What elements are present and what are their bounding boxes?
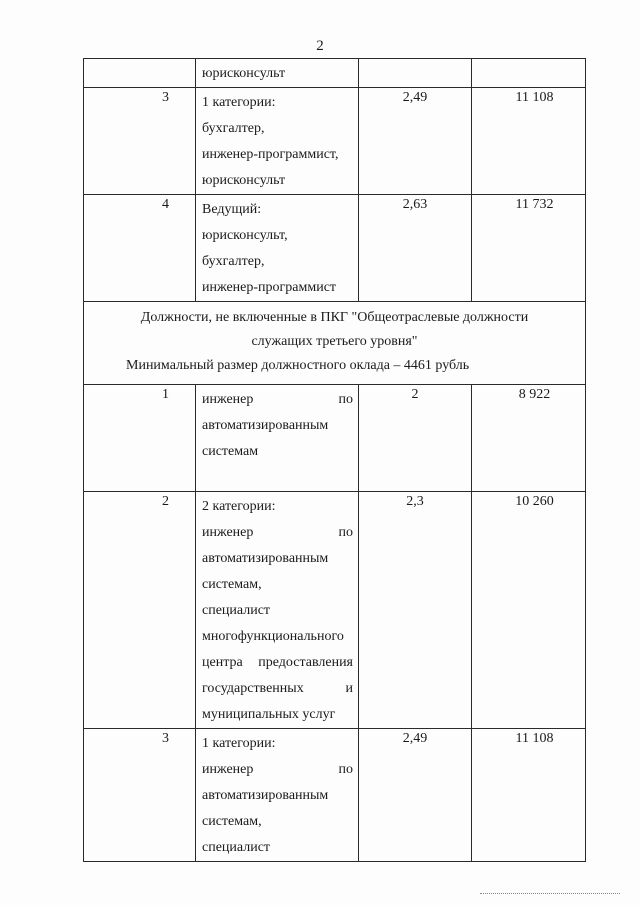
row-number-cell: 3 bbox=[84, 88, 196, 195]
position-line: бухгалтер, bbox=[202, 254, 265, 269]
position-name-cell bbox=[196, 59, 359, 88]
row-number-cell: 4 bbox=[84, 195, 196, 302]
salary-cell: 11 108 bbox=[472, 729, 586, 862]
position-line: муниципальных услуг bbox=[202, 707, 336, 722]
position-word: инженер bbox=[202, 762, 254, 777]
positions-table bbox=[83, 58, 586, 862]
table-row bbox=[84, 385, 586, 492]
position-line: автоматизированным bbox=[202, 788, 329, 803]
salary-cell: 10 260 bbox=[472, 492, 586, 729]
position-line bbox=[202, 676, 353, 702]
position-line: бухгалтер, bbox=[202, 121, 265, 136]
table-row bbox=[84, 88, 586, 195]
section-header-row bbox=[84, 302, 586, 385]
position-word: инженер bbox=[202, 525, 254, 540]
table-row bbox=[84, 492, 586, 729]
position-name-cell bbox=[196, 88, 359, 195]
position-word: инженер bbox=[202, 392, 254, 407]
coefficient-cell: 2 bbox=[359, 385, 472, 492]
table-body-top bbox=[84, 59, 586, 302]
table-row bbox=[84, 729, 586, 862]
position-line bbox=[202, 387, 353, 413]
position-word: по bbox=[338, 525, 353, 540]
section-header-cell bbox=[84, 302, 586, 385]
row-number-cell: 1 bbox=[84, 385, 196, 492]
position-word: предоставления bbox=[258, 655, 353, 670]
page-number: 2 bbox=[316, 38, 324, 54]
salary-cell: 11 732 bbox=[472, 195, 586, 302]
position-line: специалист bbox=[202, 603, 271, 618]
salary-cell: 8 922 bbox=[472, 385, 586, 492]
position-line: юрисконсульт bbox=[202, 66, 286, 81]
position-word: и bbox=[345, 681, 353, 696]
coefficient-cell: 2,49 bbox=[359, 88, 472, 195]
position-line: системам bbox=[202, 444, 259, 459]
position-name-cell bbox=[196, 729, 359, 862]
position-line bbox=[202, 757, 353, 783]
position-line: инженер-программист bbox=[202, 280, 337, 295]
position-name-cell bbox=[196, 492, 359, 729]
row-number-cell: 2 bbox=[84, 492, 196, 729]
coefficient-cell: 2,49 bbox=[359, 729, 472, 862]
position-line: Ведущий: bbox=[202, 202, 262, 217]
scan-artifact-dots bbox=[480, 893, 620, 896]
section-title-line-2: служащих третьего уровня" bbox=[251, 334, 418, 349]
position-line: автоматизированным bbox=[202, 418, 329, 433]
position-line: 1 категории: bbox=[202, 95, 276, 110]
position-line: системам, bbox=[202, 577, 262, 592]
position-line bbox=[202, 650, 353, 676]
minimum-salary-text: Минимальный размер должностного оклада – 4461 рубль bbox=[126, 358, 470, 373]
position-word: по bbox=[338, 392, 353, 407]
position-name-cell bbox=[196, 195, 359, 302]
position-line: многофункционального bbox=[202, 629, 344, 644]
row-number-cell: 3 bbox=[84, 729, 196, 862]
position-line: 1 категории: bbox=[202, 736, 276, 751]
section-title-line-1: Должности, не включенные в ПКГ "Общеотраслевые должности bbox=[140, 310, 529, 325]
position-line: системам, bbox=[202, 814, 262, 829]
salary-cell bbox=[472, 59, 586, 88]
position-line: специалист bbox=[202, 840, 271, 855]
position-name-cell bbox=[196, 385, 359, 492]
position-line bbox=[202, 520, 353, 546]
row-number-cell bbox=[84, 59, 196, 88]
coefficient-cell: 2,63 bbox=[359, 195, 472, 302]
position-line: автоматизированным bbox=[202, 551, 329, 566]
salary-cell: 11 108 bbox=[472, 88, 586, 195]
table-body-bottom bbox=[84, 385, 586, 862]
position-word: по bbox=[338, 762, 353, 777]
position-line: юрисконсульт, bbox=[202, 228, 288, 243]
table-row bbox=[84, 59, 586, 88]
coefficient-cell: 2,3 bbox=[359, 492, 472, 729]
position-word: государственных bbox=[202, 681, 304, 696]
position-line: юрисконсульт bbox=[202, 173, 286, 188]
position-line: 2 категории: bbox=[202, 499, 276, 514]
table-row bbox=[84, 195, 586, 302]
position-line bbox=[202, 465, 353, 491]
section-body bbox=[84, 302, 586, 385]
coefficient-cell bbox=[359, 59, 472, 88]
position-word: центра bbox=[202, 655, 243, 670]
position-line: инженер-программист, bbox=[202, 147, 339, 162]
